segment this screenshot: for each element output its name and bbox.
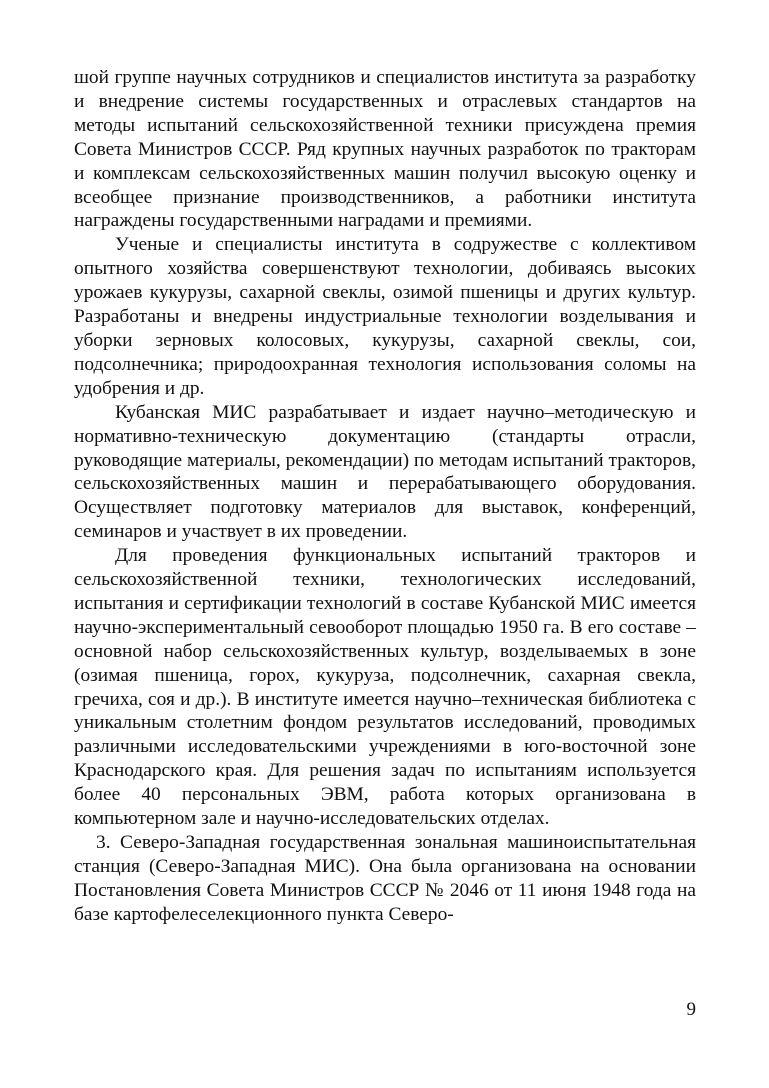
paragraph-3: Кубанская МИС разрабатывает и издает научно–методическую и нормативно-техническую документацию (стандарты отрасли, руководящие материалы, рекомендации) по методам испытаний тракторов, сельскохозяйственных машин и перерабатывающего оборудования. Осуществляет подготовку материалов для выставок, конференций, семинаров и участвует в их проведении.	[74, 401, 696, 543]
paragraph-2: Ученые и специалисты института в содружестве с коллективом опытного хозяйства совершенствуют технологии, добиваясь высоких урожаев кукурузы, сахарной свеклы, озимой пшеницы и других культур. Разработаны и внедрены индустриальные технологии возделывания и уборки зерновых колосовых, кукурузы, сахарной свеклы, сои, подсолнечника; природоохранная технология использования соломы на удобрения и др.	[74, 234, 696, 399]
page-number: 9	[686, 999, 696, 1020]
paragraph-4: Для проведения функциональных испытаний тракторов и сельскохозяйственной техники, технологических исследований, испытания и сертификации технологий в составе Кубанской МИС имеется научно-экспериментальный севооборот площадью 1950 га. В его составе – основной набор сельскохозяйственных культур, возделываемых в зоне (озимая пшеница, горох, кукуруза, подсолнечник, сахарная свекла, гречиха, соя и др.). В институте имеется научно–техническая библиотека с уникальным столетним фондом результатов исследований, проводимых различными исследовательскими учреждениями в юго-восточной зоне Краснодарского края. Для решения задач по испытаниям используется более 40 персональных ЭВМ, работа которых организована в компьютерном зале и научно-исследовательских отделах.	[74, 545, 696, 830]
paragraph-5: 3. Северо-Западная государственная зональная машиноиспытательная станция (Северо-Западная МИС). Она была организована на основании Постановления Совета Министров СССР № 2046 от 11 июня 1948 года на базе картофелеселекционного пункта Северо-	[74, 832, 696, 925]
page-body	[74, 66, 696, 927]
paragraph-1: шой группе научных сотрудников и специалистов института за разработку и внедрение системы государственных и отраслевых стандартов на методы испытаний сельскохозяйственной техники присуждена премия Совета Министров СССР. Ряд крупных научных разработок по тракторам и комплексам сельскохозяйственных машин получил высокую оценку и всеобщее признание производственников, а работники института награждены государственными наградами и премиями.	[74, 67, 696, 232]
